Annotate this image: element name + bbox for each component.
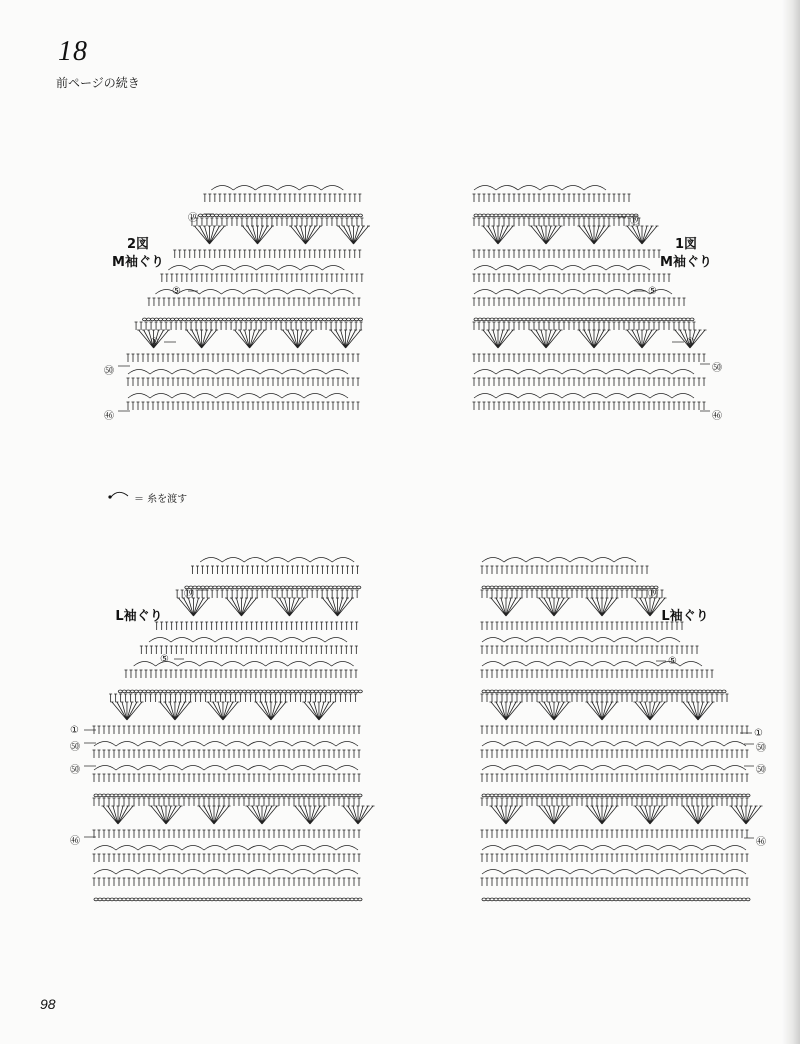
chain-row	[482, 690, 726, 693]
stitch-row	[473, 250, 661, 258]
chain-arc-row	[94, 846, 358, 851]
chain-row	[474, 214, 638, 217]
fan-row	[110, 702, 335, 720]
stitch-row	[93, 854, 361, 862]
figure-2-title-name: M袖ぐり	[112, 255, 164, 270]
row-label-50: ㊿	[756, 743, 766, 754]
stitch-row	[190, 218, 363, 226]
stitch-row	[481, 670, 714, 678]
chain-arc-row	[482, 846, 746, 851]
row-label-46: ㊻	[712, 411, 722, 422]
row-label-5: ⑤	[648, 286, 657, 297]
chain-arc-row	[474, 370, 694, 375]
stitch-row	[473, 218, 641, 226]
row-label-46: ㊻	[70, 836, 80, 847]
stitch-row	[481, 646, 699, 654]
row-label-50: ㊿	[70, 742, 80, 753]
fan-row	[490, 806, 763, 824]
chain-row	[198, 214, 362, 217]
stitch-row	[473, 378, 706, 386]
figure-1-title-name: M袖ぐり	[660, 255, 712, 270]
stitch-row	[127, 354, 360, 362]
figure-l-right-title-name: L袖ぐり	[661, 609, 709, 624]
stitch-row	[135, 322, 363, 330]
stitch-row	[481, 726, 749, 734]
fan-row	[177, 598, 354, 616]
stitch-row	[93, 878, 361, 886]
stitch-row	[140, 646, 358, 654]
row-label-1: ①	[686, 337, 695, 348]
row-label-50b: ㊿	[70, 765, 80, 776]
stitch-row	[481, 798, 749, 806]
fan-row	[490, 598, 667, 616]
chain-row	[474, 318, 694, 321]
page-number: 98	[40, 996, 56, 1012]
stitch-row	[93, 798, 361, 806]
stitch-row	[481, 590, 664, 598]
row-label-5: ⑤	[172, 286, 181, 297]
stitch-row	[93, 750, 361, 758]
fan-row	[137, 330, 362, 348]
row-label-1: ①	[150, 337, 159, 348]
chain-arc-row	[128, 394, 348, 399]
symbol-legend	[108, 490, 187, 505]
chain-arc-row	[482, 870, 746, 875]
stitch-row	[173, 250, 361, 258]
stitch-row	[473, 194, 631, 202]
chain-arc-row	[474, 186, 606, 191]
chain-arc-row	[94, 742, 358, 747]
stitch-row	[481, 878, 749, 886]
stitch-row	[155, 622, 358, 630]
stitch-row	[481, 694, 729, 702]
chain-arc-row	[94, 870, 358, 875]
row-label-50: ㊿	[104, 366, 114, 377]
stitch-row	[127, 378, 360, 386]
row-label-50b: ㊿	[756, 765, 766, 776]
row-label-46: ㊻	[756, 837, 766, 848]
stitch-row	[481, 774, 749, 782]
stitch-row	[93, 830, 361, 838]
chain-arc-row	[200, 558, 354, 563]
row-label-19: ⑲	[188, 213, 198, 224]
fan-row	[193, 226, 370, 244]
chain-row	[118, 690, 362, 693]
stitch-row	[147, 298, 360, 306]
stitch-row	[481, 566, 649, 574]
stitch-row	[473, 354, 706, 362]
chain-row	[94, 898, 362, 901]
row-label-19: ⑲	[648, 589, 658, 600]
stitch-row	[176, 590, 359, 598]
chain-arc-row	[94, 766, 358, 771]
figure-l-right-title	[650, 608, 720, 626]
row-label-5: ⑤	[160, 654, 169, 665]
row-label-1: ①	[70, 725, 79, 736]
figure-1-title	[656, 236, 716, 272]
continued-note: 前ページの続き	[56, 76, 140, 90]
chain-arc-row	[474, 290, 672, 295]
chain-row	[185, 586, 361, 589]
row-label-46: ㊻	[104, 411, 114, 422]
chain-arc-row	[482, 558, 636, 563]
row-label-50: ㊿	[712, 363, 722, 374]
row-label-1: ①	[754, 728, 763, 739]
fan-row	[482, 330, 707, 348]
figure-l-left-title	[104, 608, 174, 626]
chain-arc-row	[168, 266, 344, 271]
stitch-row	[473, 322, 696, 330]
stitch-row	[93, 774, 361, 782]
stitch-row	[109, 694, 357, 702]
chain-row	[143, 318, 363, 321]
stitch-row	[93, 726, 361, 734]
stitch-row	[124, 670, 357, 678]
stitch-row	[481, 830, 749, 838]
stitch-row	[473, 402, 706, 410]
chain-arc-row	[482, 742, 746, 747]
chain-arc-row	[482, 638, 680, 643]
yarn-over-symbol-icon	[108, 491, 130, 504]
chain-arc-row	[482, 766, 746, 771]
stitch-row	[127, 402, 360, 410]
chain-row	[482, 794, 750, 797]
stitch-row	[481, 750, 749, 758]
chain-arc-row	[128, 370, 348, 375]
chain-arc-row	[474, 266, 650, 271]
figure-2-title-number: 2図	[126, 237, 150, 252]
stitch-row	[473, 298, 686, 306]
stitch-row	[160, 274, 363, 282]
row-label-19: ⑲	[184, 589, 194, 600]
chain-arc-row	[149, 638, 347, 643]
stitch-row	[481, 854, 749, 862]
chain-arc-row	[211, 186, 343, 191]
stitch-row	[203, 194, 361, 202]
legend-text: ＝ 糸を渡す	[134, 494, 188, 505]
stitch-row	[473, 274, 671, 282]
chain-arc-row	[474, 394, 694, 399]
chain-arc-row	[155, 290, 353, 295]
chain-row	[482, 586, 658, 589]
row-label-19: ⑲	[630, 216, 640, 227]
figure-1-title-number: 1図	[674, 237, 698, 252]
fan-row	[490, 702, 715, 720]
pattern-number: 18	[58, 36, 88, 67]
chain-row	[94, 794, 362, 797]
chain-row	[482, 898, 750, 901]
stitch-row	[191, 566, 359, 574]
fan-row	[482, 226, 659, 244]
fan-row	[102, 806, 375, 824]
figure-l-left-title-name: L袖ぐり	[115, 609, 163, 624]
row-label-5: ⑤	[668, 656, 677, 667]
